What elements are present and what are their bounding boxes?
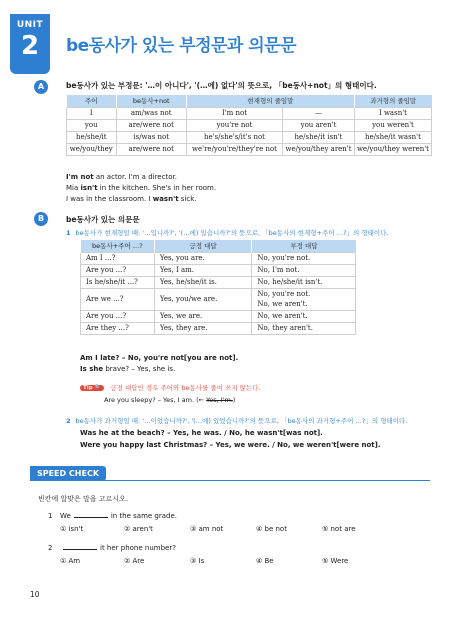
table-row	[81, 276, 356, 288]
example-a-2: Mia isn't in the kitchen. She's in her room.	[66, 184, 217, 192]
page-number: 10	[30, 590, 40, 599]
tip-note	[80, 383, 261, 392]
option-1-4[interactable]: ④ be not	[256, 525, 287, 533]
col-header-positive: 긍정 대답	[154, 240, 252, 252]
example-b-4: Were you happy last Christmas? – Yes, we were. / No, we weren't[were not].	[80, 441, 381, 449]
table-cell: is/was not	[116, 131, 186, 143]
table-row	[81, 322, 356, 334]
question-forms-table	[80, 240, 356, 335]
table-cell: I'm not	[186, 107, 282, 119]
option-2-1[interactable]: ① Am	[60, 557, 81, 565]
section-a-marker: A	[34, 80, 48, 94]
table-row	[67, 107, 432, 119]
section-b-sub-1: 1 be동사가 현재형일 때: '…입니까?', '(…에) 있습니까?'의 뜻으로, 「be동사의 현재형+주어 …?」의 형태이다.	[66, 229, 389, 237]
table-cell: we/you/they aren't	[283, 143, 355, 155]
section-b-sub-2: 2 be동사가 과거형일 때: '…이었습니까?', '(…에) 있었습니까?'의 뜻으로, 「be동사의 과거형+주어 …?」의 형태이다.	[66, 417, 408, 425]
table-cell: I wasn't	[354, 107, 431, 119]
table-cell: Are they ...?	[81, 322, 155, 334]
table-cell: No, we aren't.	[252, 310, 356, 322]
table-cell: Yes, you are.	[154, 252, 252, 264]
option-1-2[interactable]: ② aren't	[124, 525, 153, 533]
example-b-1: Am I late? – No, you're not[you are not].	[80, 354, 239, 362]
col-header-subject: 주어	[67, 95, 117, 107]
unit-label: UNIT	[16, 20, 44, 30]
table-cell: he/she/it isn't	[283, 131, 355, 143]
speed-check-instruction: 빈칸에 알맞은 말을 고르시오.	[38, 495, 129, 503]
option-1-5[interactable]: ⑤ not are	[322, 525, 356, 533]
table-cell: you weren't	[354, 119, 431, 131]
option-2-4[interactable]: ④ Be	[256, 557, 274, 565]
page-title: be동사가 있는 부정문과 의문문	[66, 36, 297, 56]
col-header-be-not: be동사+not	[116, 95, 186, 107]
table-cell: you aren't	[283, 119, 355, 131]
question-2: 2 it her phone number?	[48, 544, 176, 552]
table-cell: Yes, I am.	[154, 264, 252, 276]
option-1-1[interactable]: ① isn't	[60, 525, 84, 533]
table-cell: Are you ...?	[81, 310, 155, 322]
table-cell: we/you/they	[67, 143, 117, 155]
negative-forms-table	[66, 95, 432, 156]
col-header-past-short: 과거형의 줄임말	[354, 95, 431, 107]
table-cell: Yes, you/we are.	[154, 288, 252, 310]
table-cell: Are we ...?	[81, 288, 155, 310]
table-header-row	[67, 95, 432, 107]
table-cell: we're/you're/they're not	[186, 143, 282, 155]
table-cell: are/were not	[116, 143, 186, 155]
section-b-marker: B	[34, 212, 48, 226]
table-row	[81, 264, 356, 276]
table-cell: he's/she's/it's not	[186, 131, 282, 143]
section-b-heading: be동사가 있는 의문문	[66, 215, 140, 224]
table-cell: we/you/they weren't	[354, 143, 431, 155]
tip-badge: Tip 🔍	[80, 385, 104, 391]
table-cell: are/were not	[116, 119, 186, 131]
table-cell: No, you're not.	[252, 252, 356, 264]
unit-number: 2	[20, 31, 40, 61]
table-cell: Yes, they are.	[154, 322, 252, 334]
table-cell: Yes, he/she/it is.	[154, 276, 252, 288]
table-row	[67, 119, 432, 131]
example-a-1: I'm not an actor. I'm a director.	[66, 173, 177, 181]
col-header-present-short: 현재형의 줄임말	[186, 95, 354, 107]
table-row	[81, 310, 356, 322]
table-cell: you	[67, 119, 117, 131]
table-cell: Am I ...?	[81, 252, 155, 264]
table-cell: you're not	[186, 119, 282, 131]
answer-blank[interactable]	[74, 517, 108, 518]
table-cell: am/was not	[116, 107, 186, 119]
option-2-5[interactable]: ⑤ Were	[322, 557, 349, 565]
section-a-heading: be동사가 있는 부정문: '…이 아니다', '(…에) 없다'의 뜻으로, 「be동사+not」의 형태이다.	[66, 81, 377, 90]
table-row	[67, 131, 432, 143]
table-cell: No, I'm not.	[252, 264, 356, 276]
speed-check-divider	[30, 480, 430, 481]
table-cell: —	[283, 107, 355, 119]
table-cell: he/she/it	[67, 131, 117, 143]
option-2-3[interactable]: ③ Is	[190, 557, 205, 565]
table-cell: he/she/it wasn't	[354, 131, 431, 143]
tip-example: Are you sleepy? – Yes, I am. (← Yes, I'm.)	[104, 396, 236, 404]
table-cell: Is he/she/it ...?	[81, 276, 155, 288]
table-cell: No, he/she/it isn't.	[252, 276, 356, 288]
example-a-3: I was in the classroom. I wasn't sick.	[66, 195, 197, 203]
speed-check-tab: SPEED CHECK	[30, 466, 106, 481]
example-b-3: Was he at the beach? – Yes, he was. / No, he wasn't[was not].	[80, 429, 323, 437]
table-header-row	[81, 240, 356, 252]
tip-text: 긍정 대답인 경우 주어와 be동사를 줄여 쓰지 않는다.	[110, 384, 261, 392]
table-cell: I	[67, 107, 117, 119]
table-row	[67, 143, 432, 155]
col-header-be-subject: be동사+주어 …?	[81, 240, 155, 252]
table-cell: No, they aren't.	[252, 322, 356, 334]
question-1: 1 We in the same grade.	[48, 512, 178, 520]
answer-blank[interactable]	[63, 549, 97, 550]
table-row	[81, 252, 356, 264]
table-cell: No, you're not. No, we aren't.	[252, 288, 356, 310]
unit-badge	[10, 14, 50, 74]
table-cell: Yes, we are.	[154, 310, 252, 322]
col-header-negative: 부정 대답	[252, 240, 356, 252]
option-1-3[interactable]: ③ am not	[190, 525, 224, 533]
table-row	[81, 288, 356, 310]
example-b-2: Is she brave? – Yes, she is.	[80, 365, 176, 373]
table-cell: Are you ...?	[81, 264, 155, 276]
option-2-2[interactable]: ② Are	[124, 557, 145, 565]
